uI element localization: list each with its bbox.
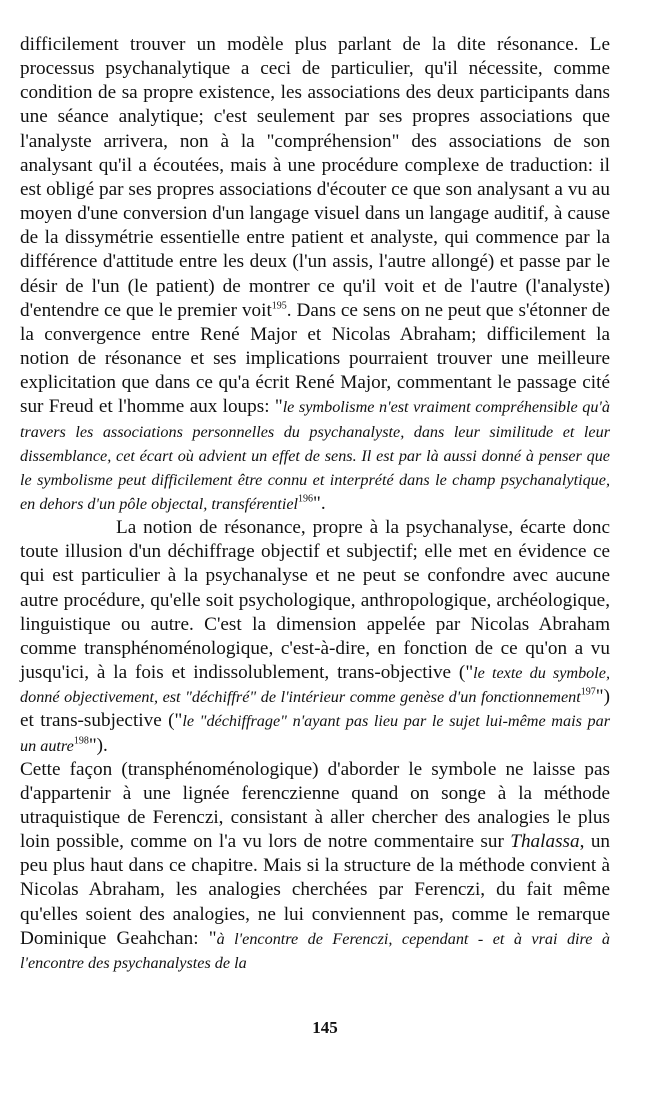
paragraph-1-text-c: ". [313, 492, 326, 514]
footnote-ref-196: 196 [298, 493, 314, 505]
paragraph-2-text-c: "). [88, 734, 108, 756]
quote-trans-objective: le texte du symbole, donné objectivement, est "déchiffré" de l'intérieur comme genèse d'un fonctionnement [20, 664, 610, 707]
quote-trans-subjective: le "déchiffrage" n'ayant pas lieu par le sujet lui-même mais par un autre [20, 712, 610, 755]
footnote-ref-197: 197 [580, 686, 596, 698]
paragraph-3-text-a: Cette façon (transphénoménologique) d'aborder le symbole ne laisse pas d'appartenir à une lignée ferenczienne quand on songe à la méthode utraquistique de Ferenczi, consistant à aller chercher des analogies le plus loin possible, comme on l'a vu lors de notre commentaire sur [20, 758, 610, 853]
page-number: 145 [312, 1018, 338, 1037]
paragraph-3-text-b: , un peu plus haut dans ce chapitre. Mais si la structure de la méthode convient à Nicolas Abraham, les analogies cherchées par Ferenczi, du fait même qu'elles soient des analogies, ne lui conviennent pas, comme le remarque Dominique Geahchan: " [20, 831, 611, 949]
footnote-ref-195: 195 [271, 300, 287, 312]
paragraph-1-text-b: . Dans ce sens on ne peut que s'étonner de la convergence entre René Major et Nicolas Abraham; difficilement la notion de résonance et ses implications pourraient trouver une meilleure explicitation que dans ce qu'a écrit René Major, commentant le passage cité sur Freud et l'homme aux loups: " [20, 299, 610, 418]
body-text [20, 33, 610, 975]
thalassa-title: Thalassa [510, 831, 580, 853]
paragraph-1 [20, 33, 610, 516]
quote-geahchan: à l'encontre de Ferenczi, cependant - et à vrai dire à l'encontre des psychanalystes de la [20, 929, 610, 972]
paragraph-2-text-a: La notion de résonance, propre à la psychanalyse, écarte donc toute illusion d'un déchiffrage objectif et subjectif; elle met en évidence ce qui est particulier à la psychanalyse et ne peut se confondre avec aucune autre procédure, qu'elle soit psychologique, anthropologique, archéologique, linguistique ou autre. C'est la dimension appelée par Nicolas Abraham comme transphénoménologique, c'est-à-dire, en fonction de ce qu'on a vu jusqu'ici, à la fois et indissolublement, trans-objective (" [20, 517, 610, 684]
paragraph-2-text-b: ") et trans-subjective (" [20, 686, 610, 732]
paragraph-3 [20, 758, 610, 975]
paragraph-1-text-a: difficilement trouver un modèle plus parlant de la dite résonance. Le processus psychanalytique a ceci de particulier, qu'il nécessite, comme condition de sa propre existence, les associations des deux participants dans une séance analytique; c'est seulement par ses propres associations que l'analyste arrivera, non à la "compréhension" des associations de son analysant qu'il a écoutées, mais à une procédure complexe de traduction: il est obligé par ses propres associations d'écouter ce que son analysant a vu au moyen d'une conversion d'un langage visuel dans un langage auditif, à cause de la dissymétrie essentielle entre patient et analyste, qui commence par la différence d'attitude entre les deux (l'un assis, l'autre allongé) et passe par le désir de l'un (le patient) de montrer ce qu'il voit et de l'autre (l'analyste) d'entendre ce que le premier voit [20, 34, 610, 321]
footnote-ref-198: 198 [73, 735, 89, 747]
quote-rene-major: le symbolisme n'est vraiment compréhensible qu'à travers les associations personnelles du psychanalyste, dans leur similitude et leur dissemblance, cet écart où advient un effet de sens. Il est par là aussi donné à penser que le symbolisme peut difficilement être connu et interprété dans le champ psychanalytique, en dehors d'un pôle objectal, transférentiel [20, 398, 610, 513]
paragraph-2 [20, 516, 610, 758]
